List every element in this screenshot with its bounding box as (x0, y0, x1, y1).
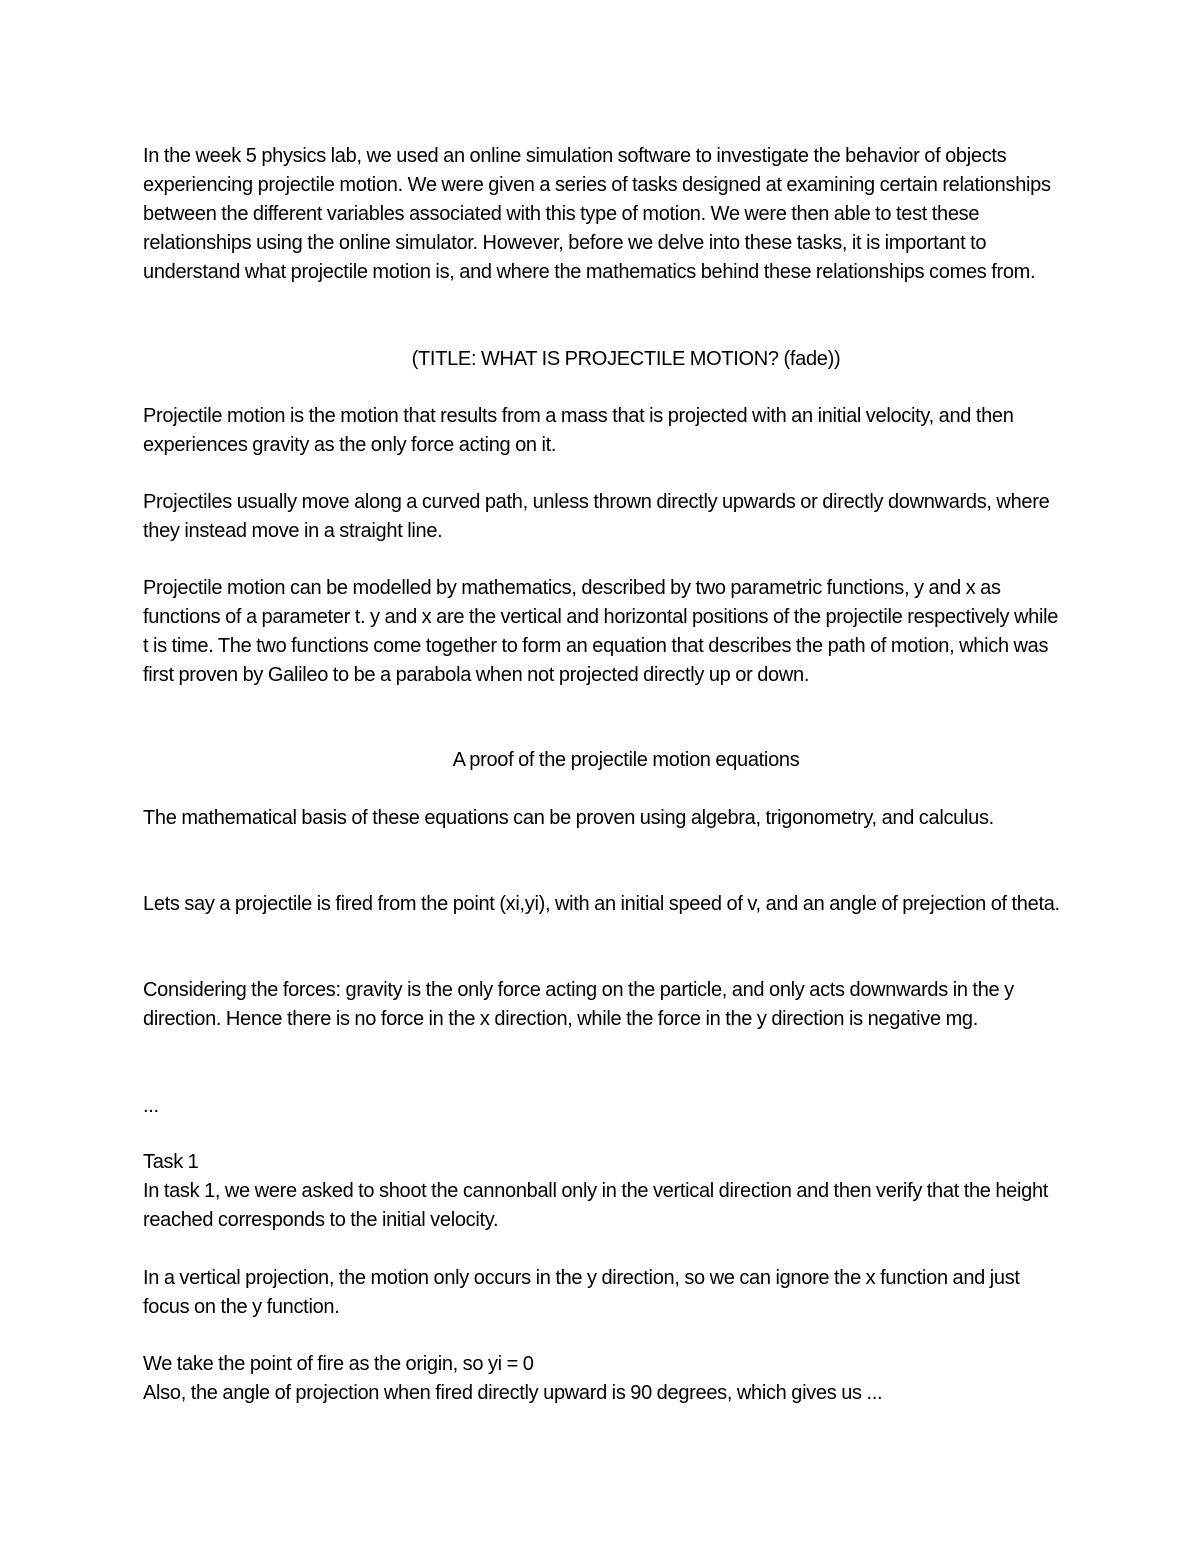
definition-paragraph: Projectile motion is the motion that results from a mass that is projected with an initial velocity, and then experiences gravity as the only force acting on it. (143, 405, 1014, 456)
model-paragraph: Projectile motion can be modelled by mathematics, described by two parametric functions, y and x as functions of a parameter t. y and x are the vertical and horizontal positions of the projectile respectively while t is time. The two functions come together to form an equation that describes the path of motion, which was first proven by Galileo to be a parabola when not projected directly up or down. (143, 577, 1059, 686)
lets-say-paragraph: Lets say a projectile is fired from the point (xi,yi), with an initial speed of v, and an angle of prejection of theta. (143, 893, 1060, 915)
vertical-paragraph: In a vertical projection, the motion only occurs in the y direction, so we can ignore the x function and just focus on the y function. (143, 1267, 1020, 1318)
angle-line: Also, the angle of projection when fired directly upward is 90 degrees, which gives us ... (143, 1382, 883, 1404)
task1-description: In task 1, we were asked to shoot the cannonball only in the vertical direction and then verify that the height reached corresponds to the initial velocity. (143, 1180, 1049, 1231)
intro-paragraph: In the week 5 physics lab, we used an online simulation software to investigate the behavior of objects experiencing projectile motion. We were given a series of tasks designed at examining certain relationships between the different variables associated with this type of motion. We were then able to test these relationships using the online simulator. However, before we delve into these tasks, it is important to understand what projectile motion is, and where the mathematics behind these relationships comes from. (143, 145, 1051, 283)
ellipsis-line: ... (143, 1095, 159, 1117)
forces-paragraph: Considering the forces: gravity is the only force acting on the particle, and only acts downwards in the y direction. Hence there is no force in the x direction, while the force in the y direction is negative mg. (143, 979, 1014, 1030)
basis-paragraph: The mathematical basis of these equations can be proven using algebra, trigonometry, and calculus. (143, 807, 994, 829)
path-paragraph: Projectiles usually move along a curved path, unless thrown directly upwards or directly downwards, where they instead move in a straight line. (143, 491, 1050, 542)
task1-heading: Task 1 (143, 1151, 199, 1173)
origin-line: We take the point of fire as the origin, so yi = 0 (143, 1353, 534, 1375)
title-note: (TITLE: WHAT IS PROJECTILE MOTION? (fade)) (411, 348, 841, 370)
proof-heading: A proof of the projectile motion equations (452, 749, 800, 771)
